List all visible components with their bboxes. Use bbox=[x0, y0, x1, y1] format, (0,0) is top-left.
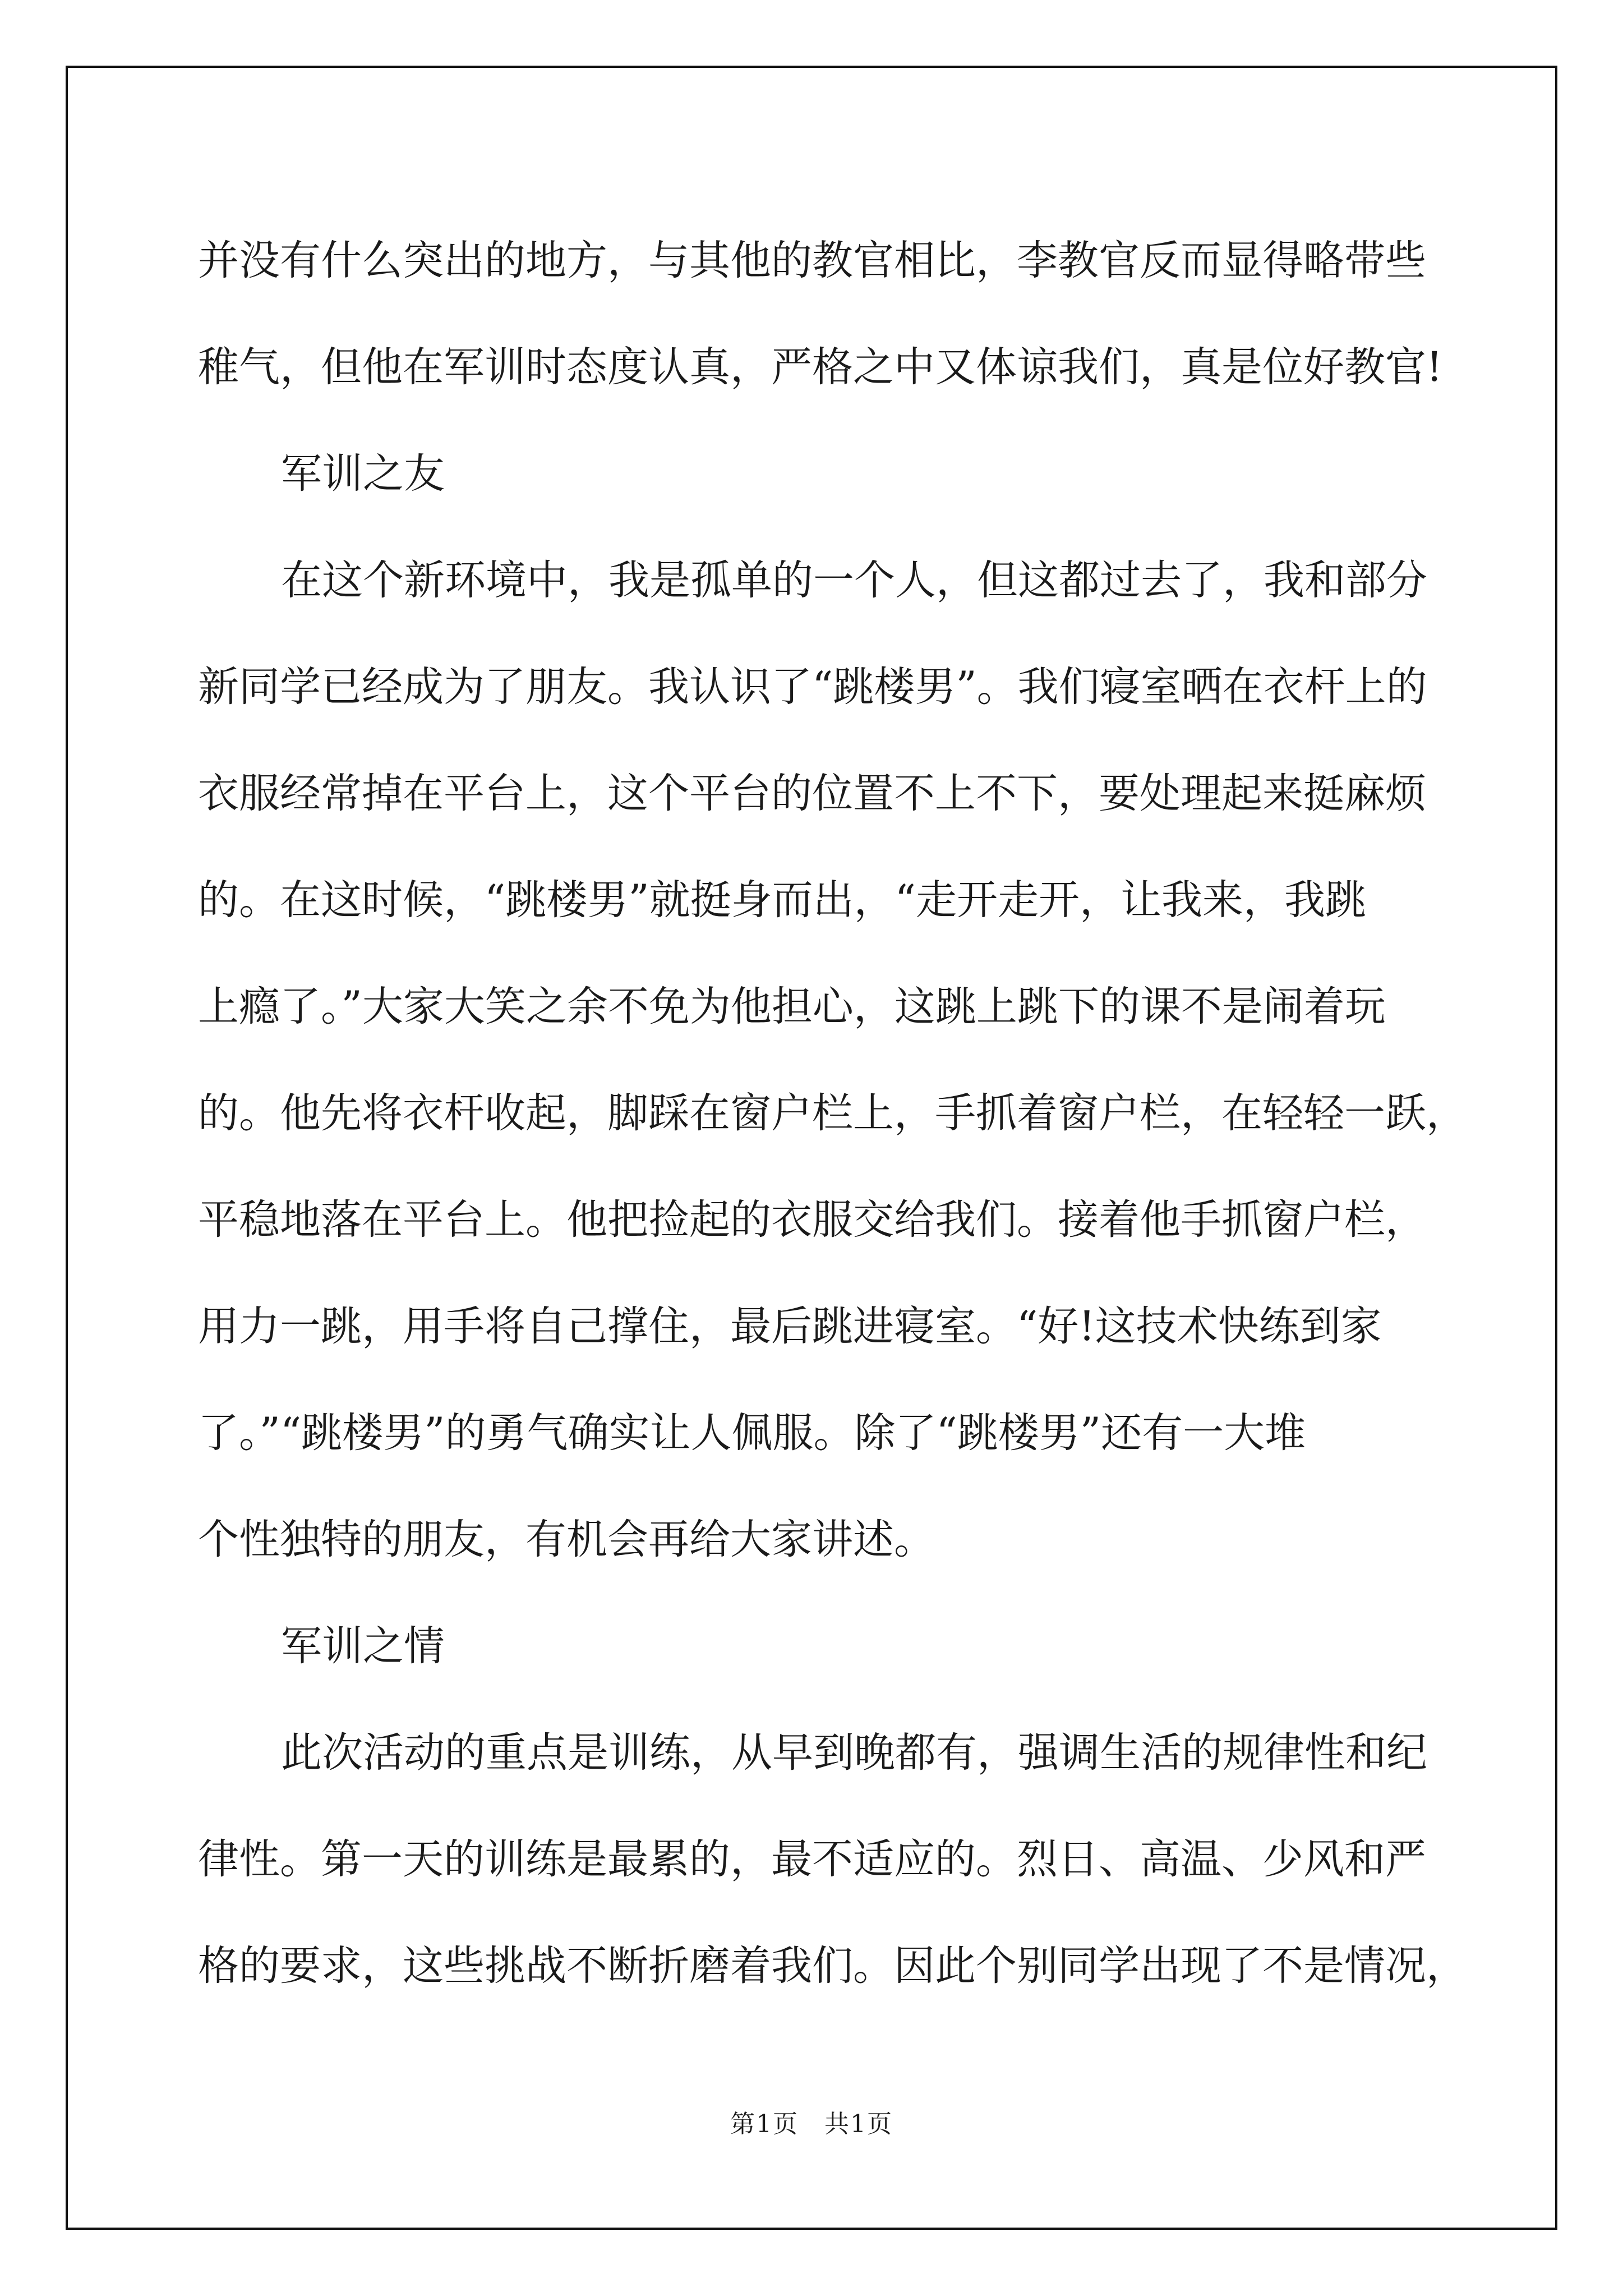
text-line: 并没有什么突出的地方，与其他的教官相比，李教官反而显得略带些 bbox=[198, 237, 1426, 284]
text-line: 格的要求，这些挑战不断折磨着我们。因此个别同学出现了不是情况， bbox=[198, 1942, 1467, 1990]
text-line: 平稳地落在平台上。他把捡起的衣服交给我们。接着他手抓窗户栏， bbox=[198, 1196, 1426, 1244]
text-line: 上瘾了。”大家大笑之余不免为他担心，这跳上跳下的课不是闹着玩 bbox=[198, 983, 1386, 1030]
document-body bbox=[198, 208, 1467, 2019]
text-line: 在这个新环境中，我是孤单的一个人，但这都过去了，我和部分 bbox=[281, 556, 1427, 604]
text-line: 了。”“跳楼男”的勇气确实让人佩服。除了“跳楼男”还有一大堆 bbox=[198, 1409, 1306, 1457]
text-line: 衣服经常掉在平台上，这个平台的位置不上不下，要处理起来挺麻烦 bbox=[198, 770, 1426, 817]
page-number-footer: 第1页 共1页 bbox=[730, 2110, 893, 2138]
section-heading: 军训之友 bbox=[281, 450, 445, 498]
text-line: 新同学已经成为了朋友。我认识了“跳楼男”。我们寝室晒在衣杆上的 bbox=[198, 663, 1427, 711]
text-line: 律性。第一天的训练是最累的，最不适应的。烈日、高温、少风和严 bbox=[198, 1835, 1426, 1883]
text-line: 的。在这时候，“跳楼男”就挺身而出，“走开走开，让我来，我跳 bbox=[198, 876, 1366, 924]
text-line: 用力一跳，用手将自己撑住，最后跳进寝室。“好!这技术快练到家 bbox=[198, 1303, 1382, 1350]
section-heading: 军训之情 bbox=[281, 1622, 445, 1670]
text-line: 个性独特的朋友，有机会再给大家讲述。 bbox=[198, 1516, 935, 1563]
text-line: 的。他先将衣杆收起，脚踩在窗户栏上，手抓着窗户栏，在轻轻一跃， bbox=[198, 1089, 1467, 1137]
text-line: 此次活动的重点是训练，从早到晚都有，强调生活的规律性和纪 bbox=[281, 1729, 1427, 1777]
text-line: 稚气，但他在军训时态度认真，严格之中又体谅我们，真是位好教官! bbox=[198, 343, 1443, 391]
